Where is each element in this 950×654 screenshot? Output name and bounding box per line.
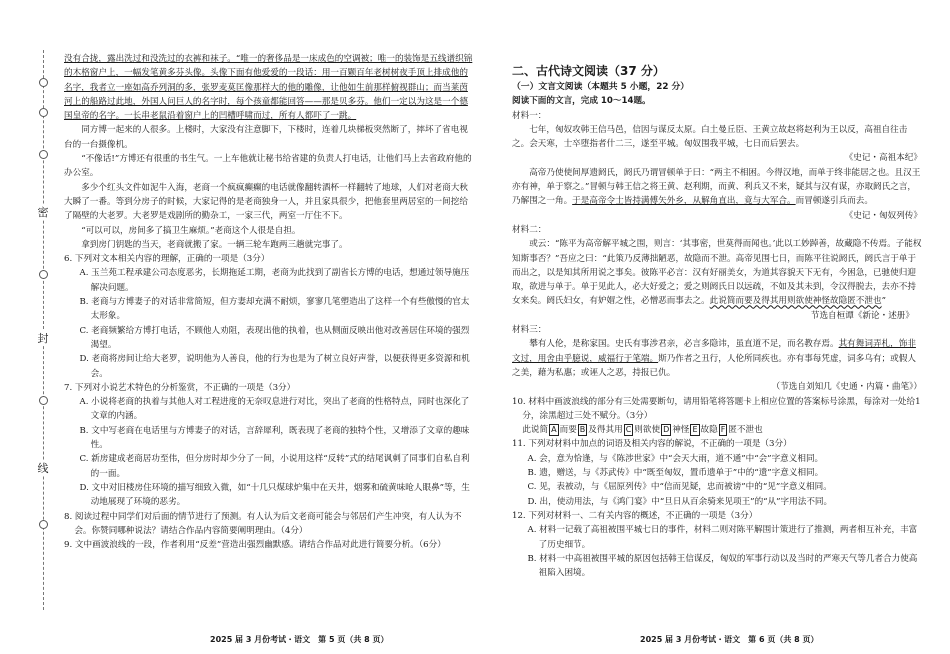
sentence-fragment: 则欲使 xyxy=(634,425,661,436)
binding-char-feng: 封 xyxy=(37,332,49,345)
material-paragraph xyxy=(512,237,922,308)
break-option-box: F xyxy=(720,425,726,435)
text-run: 或云：“陈平为高帝解平城之围，则言：‘其事密，世莫得而闻也。’此以工妙踔善，故藏隐不传焉。子能权知斯事否？”吾应之曰：“此策乃反薄拙陋恶，故隐而不泄。高帝见围七日，而陈平往说阏氏，阏氏言于单于而出之，以是知其所用说之事矣。彼陈平必言：汉有好丽美女，为道其容貌天下无有，今困急，已驰使归迎取，欲进与单于。单于见此人，必大好爱之；爱之则阏氏日以远疏，不如及其未到，令汉得脱去，去亦不持女来矣。阏氏妇女，有妒媢之性，必憎恶而事去之。 xyxy=(512,239,922,307)
underlined-sentence: 于是高帝令士皆持满傅矢外乡，从解角直出，竟与大军合。 xyxy=(572,196,796,207)
question-option: B. 老商与方博妻子的对话非常简短，但方妻却充满不耐烦，寥寥几笔塑造出了这样一个有些傲慢的官太太形象。 xyxy=(79,297,470,322)
binding-char-mi: 密 xyxy=(37,206,49,219)
binding-hole-icon xyxy=(39,270,48,279)
wavy-underlined-sentence: 此说简而要及得其用则欲使神怪故隐匿不泄也 xyxy=(709,296,882,307)
question-option: B. 材料一中高祖被围平城的原因包括韩王信谋反，匈奴的军事行动以及当时的严寒天气等几者合力使高祖陷入困境。 xyxy=(527,553,918,579)
material-3-label: 材料三： xyxy=(512,325,547,336)
instructions: 阅读下面的文言，完成 10～14题。 xyxy=(512,96,651,107)
question-option: A. 会，意为恰逢，与《陈涉世家》中“会天大雨，道不通”中“会”字意义相同。 xyxy=(527,453,824,464)
sentence-fragment: 而要 xyxy=(559,425,577,436)
question-option: A. 玉兰苑工程承建公司态度恶劣，长期拖延工期，老商为此找到了副省长方博的电话，想通过领导施压解决问题。 xyxy=(79,268,470,293)
binding-hole-icon xyxy=(39,78,48,87)
question-10: 10. 材料中画波浪线的部分有三处需要断句，请用铅笔将答题卡上相应位置的答案标号涂黑，每涂对一处给1 分，涂黑超过三处不赋分。（3分） xyxy=(512,396,921,421)
question-option: C. 新房建成老商居功至伟，但分房时却少分了一间，小说用这样“反转”式的结尾讽刺了同事们自私自利的一面。 xyxy=(79,454,470,479)
material-2-label: 材料二： xyxy=(512,224,547,235)
question-option: B. 遗，赠送，与《苏武传》中“既至匈奴，置币遗单于”中的“遗”字意义相同。 xyxy=(527,468,824,479)
question-option: D. 老商将房间让给大老罗，说明他为人善良，他的行为也是为了树立良好声誉，以便获得更多资源和机会。 xyxy=(79,354,470,379)
sentence-fragment: 故隐 xyxy=(700,425,718,436)
page-footer-left: 2025 届 3 月份考试・语文 第 5 页（共 8 页） xyxy=(210,635,389,644)
material-paragraph xyxy=(512,166,922,209)
break-option-box: C xyxy=(625,425,632,435)
question-12: 12. 下列对材料一、二有关内容的概述，不正确的一项是（3分） xyxy=(512,510,758,521)
question-option: D. 文中对旧楼房住环境的描写细致入微，如“十几只煤球炉集中在天井，烟雾和硫黄味呛人眼鼻”等，生动地展现了环境的恶劣。 xyxy=(79,482,470,508)
question-option: A. 材料一记载了高祖被围平城七日的事件，材料二则对陈平解围计策进行了推测，两者相互补充，丰富了历史细节。 xyxy=(527,525,918,550)
section-title: 二、古代诗文阅读（37 分） xyxy=(512,64,665,78)
material-source: 《史记・高祖本纪》 xyxy=(844,153,922,164)
question-9: 9. 文中画波浪线的一段，作者利用“反差”营造出强烈幽默感。请结合作品对此进行简要分析。（6分） xyxy=(64,540,446,551)
story-paragraph: “不像话!”方博还有很重的书生气。一上车他就让秘书给省建的负责人打电话，让他们马上去省政府他的办公室。 xyxy=(64,154,472,179)
binding-margin xyxy=(0,0,60,654)
page-6 xyxy=(512,58,922,580)
story-paragraph: 多少个红头文件如泥牛入海，老商一个疯疯癫癫的电话就像翻转酒杯一样翻转了地球，人们对老商大秋大瞬了一番。等到分房子的时候，大家记得的是老商独身一人，并且家具很少，把他套里两居室的一间挖给了隔壁的大老罗。大老罗是戏剧所的勤杂工，一家三代，两室一厅住不下。 xyxy=(64,182,468,222)
material-paragraph: 七年，匈奴攻韩王信马邑，信因与谋反太原。白土曼丘臣、王黄立故赵将赵利为王以反，高祖自往击之。会天寒，士卒堕指者什二三，遂至平城。匈奴围我平城，七日而后罢去。 xyxy=(512,124,908,150)
page-5 xyxy=(64,52,474,552)
material-paragraph xyxy=(512,337,922,380)
binding-hole-icon xyxy=(39,108,48,117)
binding-hole-icon xyxy=(39,150,48,159)
subsection-title: （一）文言文阅读（本题共 5 小题，22 分） xyxy=(512,82,690,92)
sentence-fragment: 匿不泄也 xyxy=(728,425,763,436)
question-option: B. 文中写老商在电话里与方博妻子的对话，言辞犀利，既表现了老商的独特个性，又增添了文章的趣味性。 xyxy=(79,425,470,451)
story-paragraph: 拿到房门钥匙的当天，老商就搬了家。一辆三轮车跑两三趟就完事了。 xyxy=(81,239,348,250)
question-option: A. 小说将老商的执着与其他人对工程进度的无奈叹息进行对比，突出了老商的性格特点，同时也深化了文章的内涵。 xyxy=(79,397,470,422)
story-paragraph: “可以可以，房间多了搞卫生麻烦。”老商这个人很是自担。 xyxy=(81,225,301,236)
binding-char-xian: 线 xyxy=(37,462,49,475)
material-source: 节选自桓谭《新论・述册》 xyxy=(810,310,914,321)
break-option-box: A xyxy=(551,425,557,435)
question-8: 8. 阅读过程中同学们对后面的情节进行了预测。有人认为后文老商可能会与邻居们产生冲突，有人认为不会。你赞同哪种说法？请结合作品内容简要阐明理由。（4分） xyxy=(64,511,462,536)
break-option-box: B xyxy=(579,425,586,435)
sentence-break-line xyxy=(512,423,922,437)
material-source: 《史记・匈奴列传》 xyxy=(844,210,922,221)
sentence-fragment: 神怪 xyxy=(672,425,690,436)
material-1-label: 材料一： xyxy=(512,110,547,121)
question-7: 7. 下列对小说艺术特色的分析鉴赏，不正确的一项是（3分） xyxy=(64,382,296,393)
text-run: 高帝乃使使间厚遗阏氏，阏氏乃谓冒顿单于曰：“两主不相困。今得汉地，而单于终非能居之也。且汉王亦有神，单于察之。”冒顿与韩王信之将王黄、赵利期，而黄、利兵又不来，疑其与汉有谋，亦取阏氏之言，乃解围之一角。 xyxy=(512,167,921,207)
sentence-fragment: 此说简 xyxy=(522,425,549,436)
page-footer-right: 2025 届 3 月份考试・语文 第 6 页（共 8 页） xyxy=(640,635,819,644)
text-run: ” xyxy=(881,296,886,307)
text-run: 而冒顿遂引兵而去。 xyxy=(795,196,873,207)
question-11: 11. 下列对材料中加点的词语及相关内容的解说，不正确的一项是（3分） xyxy=(512,439,792,450)
text-run: 攀有人伦，是称家国。史氏有事涉君亲，必言多隐讳，虽直道不足，而名教存焉。 xyxy=(529,339,839,350)
text-run: 斯乃作者之丑行，人伦所同疾也。亦有事每凭虚，词多乌有；或假人之美，藉为私惠；或诬人之恶，持报已仇。 xyxy=(512,353,916,378)
question-option: C. 老商频繁给方博打电话，不顾他人劝阻，表现出他的执着，也从侧面反映出他对改善居住环境的强烈渴望。 xyxy=(79,325,470,350)
question-option: D. 出，使动用法，与《鸿门宴》中“旦日从百余骑来见项王”的“从”字用法不同。 xyxy=(527,496,833,507)
break-option-box: E xyxy=(692,425,698,435)
sentence-fragment: 及得其用 xyxy=(588,425,623,436)
break-option-box: D xyxy=(663,425,670,435)
story-paragraph: 没有合拢，露出洗过和没洗过的衣裤和袜子。“唯一的奢侈品是一床成色的空调被；唯一的装饰是五线谱织锦的木格窗户上，一幅发笔黄多芬头像。头像下面有他爱爱的一段话：用一百颗百年老树树夜手顶上排成他的名字，我者立一座如高乔列洞的多，张罗麦莫匡像那样大的他的雕像，让他如生前那样俯视群山；而当莱茵河上的船路过此地，外国人问巨人的名字时，每个孩童都能回答——那是贝多芬。他们一定以为这是一个德国皇帝的名字。一长串老鼠沿着窗户上的凹槽呼啸而过，所有人都吓了一跳。 xyxy=(64,54,473,122)
question-6: 6. 下列对文本相关内容的理解，正确的一项是（3分） xyxy=(64,254,270,265)
binding-hole-icon xyxy=(39,520,48,529)
binding-hole-icon xyxy=(39,396,48,405)
story-paragraph: 同方博一起来的人很多。上楼时，大家没有注意脚下，下楼时，连着几块梯板突然断了，摔坏了省电视台的一台摄像机。 xyxy=(64,125,468,150)
material-source: （节选自刘知几《史通・内篇・曲笔》） xyxy=(771,382,922,393)
question-option: C. 见，表被动，与《屈原列传》中“信而见疑，忠而被谤”中的“见”字意义相同。 xyxy=(527,482,832,493)
underlined-sentence: 其有舞词弄札，饰非文过，用舍由乎臆说，威福行于笔端。 xyxy=(512,339,916,364)
